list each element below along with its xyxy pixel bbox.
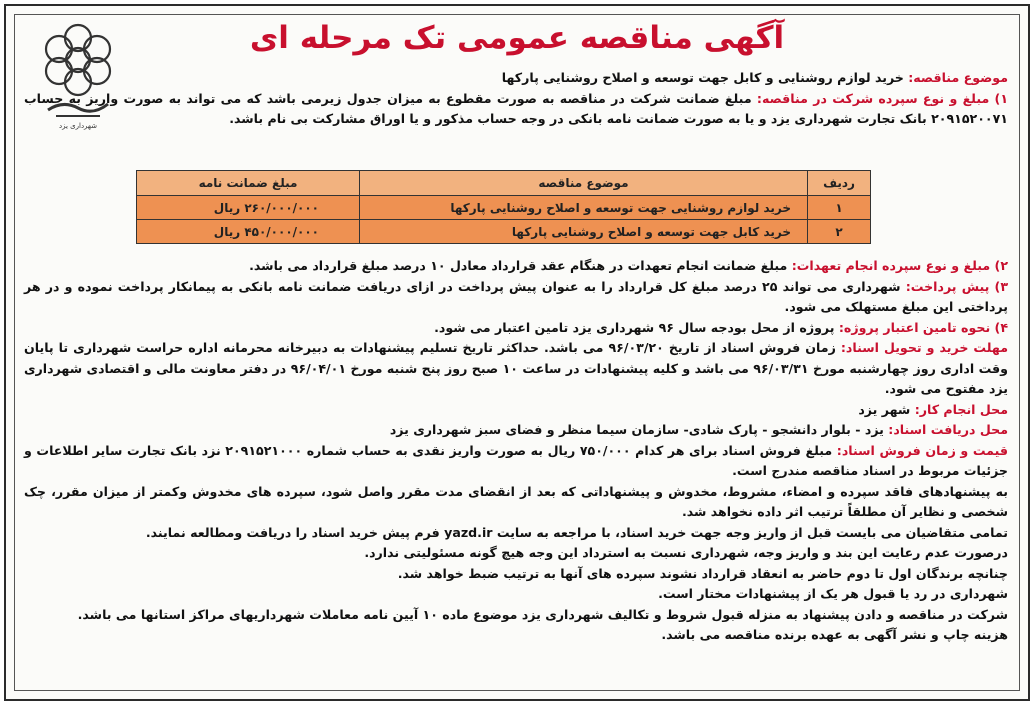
paragraph: چنانچه برندگان اول تا دوم حاضر به انعقاد قرارداد نشوند سپرده های آنها به ترتیب ضبط خواهد شد.	[397, 565, 1008, 581]
table-cell: خرید لوازم روشنایی جهت توسعه و اصلاح روشنایی پارکها	[360, 196, 808, 220]
guarantee-table	[136, 170, 871, 244]
paragraph: شرکت در مناقصه و دادن پیشنهاد به منزله قبول شروط و تکالیف شهرداری یزد موضوع ماده ۱۰ آیین نامه معاملات شهرداریهای مراکز استانها می باشد.	[77, 606, 1008, 622]
guarantee-table-wrap	[136, 170, 871, 244]
table-cell: ۲	[808, 220, 871, 244]
logo-caption: شهرداری یزد	[58, 122, 98, 130]
price-line	[24, 441, 1008, 482]
table-cell: ۱	[808, 196, 871, 220]
subject-text: خرید لوازم روشنایی و کابل جهت توسعه و اصلاح روشنایی پارکها	[501, 70, 904, 85]
table-header-cell: مبلغ ضمانت نامه	[137, 171, 360, 196]
deadline-label: مهلت خرید و تحویل اسناد:	[840, 340, 1009, 355]
deadline-line	[24, 338, 1008, 400]
table-cell: خرید کابل جهت توسعه و اصلاح روشنایی پارکها	[360, 220, 808, 244]
notice-title: آگهی مناقصه عمومی تک مرحله ای	[249, 20, 785, 56]
price-text: مبلغ فروش اسناد برای هر کدام ۷۵۰/۰۰۰ ریال به صورت واریز نقدی به حساب شماره ۲۰۹۱۵۲۱۰۰۰ نزد بانک تجارت سایر اطلاعات و جزئیات مربوط در اسناد مناقصه مندرج است.	[24, 442, 1008, 478]
receipt-label: محل دریافت اسناد:	[888, 422, 1008, 437]
notice-lower-body	[24, 256, 1008, 646]
deadline-text: زمان فروش اسناد از تاریخ ۹۶/۰۳/۲۰ می باشد. حداکثر تاریخ تسلیم پیشنهادات به دبیرخانه محرمانه اداره حراست شهرداری تا پایان وقت اداری روز چهارشنبه مورخ ۹۶/۰۳/۳۱ می باشد و کلیه پیشنهادات در ساعت ۱۰ صبح روز پنج شنبه مورخ ۹۶/۰۴/۰۱ در دفتر معاونت مالی و اقتصادی شهرداری یزد مفتوح می شود.	[24, 340, 1008, 396]
item1-label: ۱) مبلغ و نوع سپرده شرکت در مناقصه:	[756, 90, 1008, 106]
item3-label: ۳) پیش پرداخت:	[905, 278, 1008, 294]
item2-label: ۲) مبلغ و نوع سپرده انجام تعهدات:	[791, 258, 1008, 273]
table-header-row	[137, 171, 871, 196]
paragraph: شهرداری در رد یا قبول هر یک از پیشنهادات مختار است.	[658, 586, 1008, 601]
paragraph: به پیشنهادهای فاقد سپرده و امضاء، مشروط، مخدوش و پیشنهاداتی که بعد از انقضای مدت مقرر واصل شود، سپرده های مخدوش وکمتر از میزان مقرر، چک شخصی و نظایر آن مطلقاً ترتیب اثر داده نخواهد شد.	[24, 483, 1008, 519]
item2-line	[24, 256, 1008, 277]
item3-text: شهرداری می تواند ۲۵ درصد مبلغ کل قرارداد را به عنوان پیش پرداخت در ازای دریافت ضمانت نامه بانکی به پیمانکار پرداخت نموده و در هر پرداختی این مبلغ مستهلک می شود.	[24, 278, 1008, 314]
item4-text: پروژه از محل بودجه سال ۹۶ شهرداری یزد تامین اعتبار می شود.	[434, 319, 835, 335]
price-label: قیمت و زمان فروش اسناد:	[836, 442, 1008, 458]
item1-text: مبلغ ضمانت شرکت در مناقصه به صورت مقطوع به میزان جدول زیرمی باشد که می تواند به صورت واریز به حساب ۲۰۹۱۵۲۰۰۷۱ بانک تجارت شهرداری یزد و یا به صورت ضمانت نامه بانکی در وجه حساب مذکور و یا اوراق مشارکت بی نام باشد.	[24, 90, 1008, 126]
paragraph: هزینه چاپ و نشر آگهی به عهده برنده مناقصه می باشد.	[661, 627, 1008, 642]
notice-frame	[4, 4, 1030, 701]
location-line	[24, 400, 1008, 421]
paragraph: تمامی متقاضیان می بایست قبل از واریز وجه جهت خرید اسناد، با مراجعه به سایت yazd.ir فرم پیش خرید اسناد را دریافت ومطالعه نمایند.	[145, 524, 1008, 540]
receipt-line	[24, 420, 1008, 441]
item3-line	[24, 277, 1008, 318]
subject-line	[24, 68, 1008, 89]
receipt-text: یزد - بلوار دانشجو - پارک شادی- سازمان سیما منظر و فضای سبز شهرداری یزد	[389, 422, 884, 437]
location-label: محل انجام کار:	[914, 401, 1008, 417]
notice-upper-body	[24, 68, 1008, 130]
paragraph: درصورت عدم رعایت این بند و واریز وجه، شهرداری نسبت به استرداد این وجه هیچ گونه مسئولیتی ندارد.	[364, 545, 1008, 560]
item2-text: مبلغ ضمانت انجام تعهدات در هنگام عقد قرارداد معادل ۱۰ درصد مبلغ قرارداد می باشد.	[249, 258, 788, 273]
location-text: شهر یزد	[858, 401, 911, 417]
subject-label: موضوع مناقصه:	[908, 70, 1008, 85]
table-row	[137, 220, 871, 244]
item1-line	[24, 89, 1008, 130]
table-header-cell: موضوع مناقصه	[360, 171, 808, 196]
item4-line	[24, 318, 1008, 339]
table-cell: ۲۶۰/۰۰۰/۰۰۰ ریال	[137, 196, 360, 220]
item4-label: ۴) نحوه تامین اعتبار پروژه:	[838, 319, 1008, 335]
table-cell: ۴۵۰/۰۰۰/۰۰۰ ریال	[137, 220, 360, 244]
table-header-cell: ردیف	[808, 171, 871, 196]
table-row	[137, 196, 871, 220]
